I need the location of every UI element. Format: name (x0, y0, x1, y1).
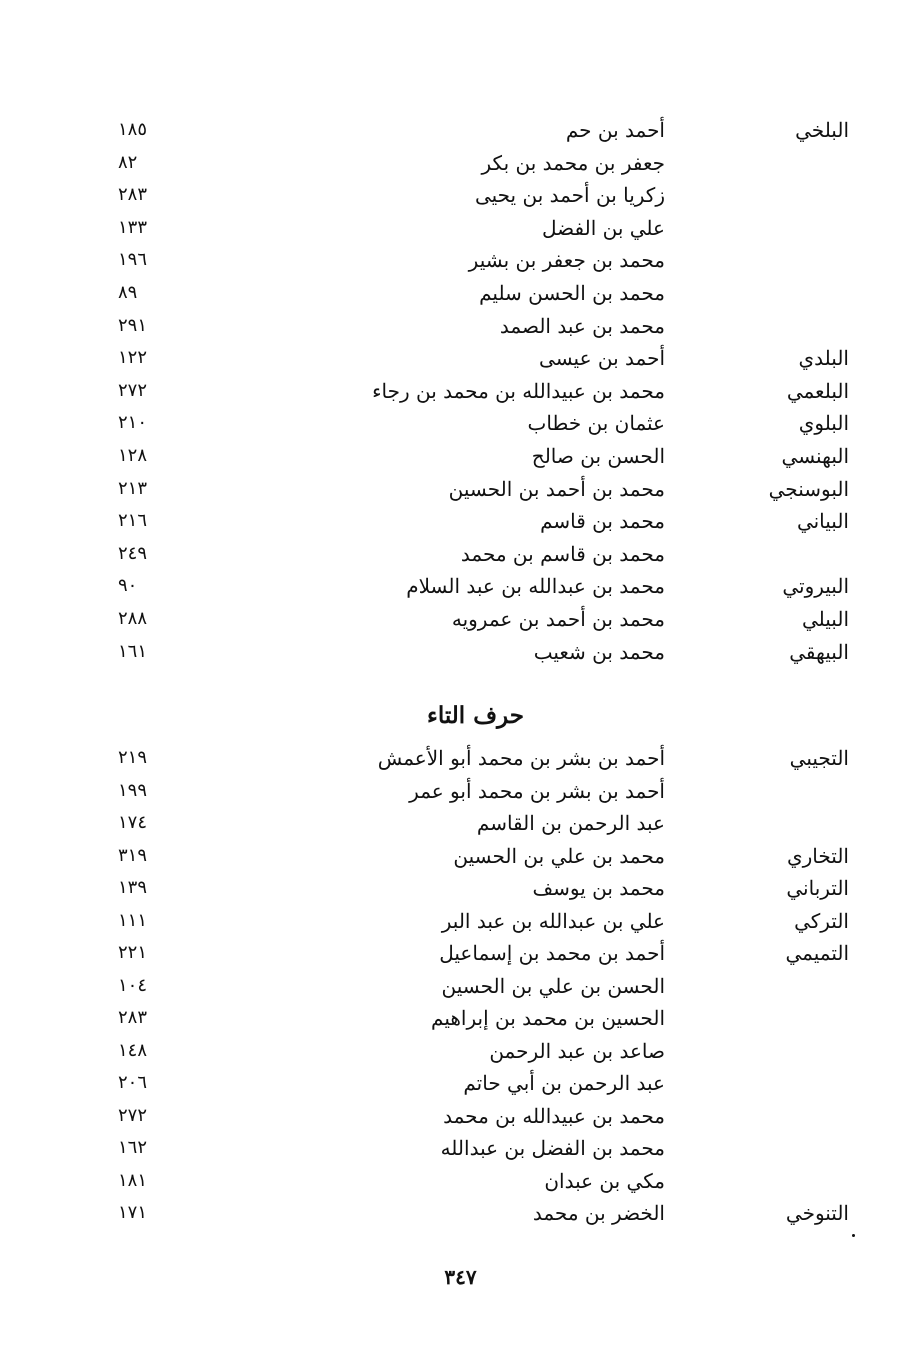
index-entry (0, 1100, 921, 1133)
index-entry (0, 179, 921, 212)
entry-name: أحمد بن محمد بن إسماعيل (439, 941, 665, 965)
index-entry (0, 1035, 921, 1068)
entry-page-number: ٣١٩ (118, 844, 148, 866)
index-section-ta (0, 742, 921, 1230)
entry-name: الخضر بن محمد (532, 1201, 665, 1225)
entry-page-number: ١٢٨ (118, 444, 148, 466)
entry-nisba: البيهقي (789, 639, 849, 664)
index-entry (0, 570, 921, 603)
entry-nisba: الترباني (786, 876, 849, 900)
entry-page-number: ١٩٦ (118, 249, 148, 271)
index-entry (0, 375, 921, 408)
entry-page-number: ١٠٤ (118, 974, 148, 996)
index-entry (0, 937, 921, 970)
entry-nisba: البياني (796, 509, 849, 534)
index-entry (0, 212, 921, 245)
entry-name: الحسن بن علي بن الحسين (441, 973, 665, 998)
entry-name: محمد بن الحسن سليم (479, 280, 665, 305)
index-entry (0, 505, 921, 538)
entry-page-number: ٢٠٦ (118, 1072, 148, 1093)
index-entry (0, 473, 921, 506)
entry-name: محمد بن أحمد بن عمرويه (451, 606, 665, 631)
entry-page-number: ١٣٩ (118, 877, 148, 898)
index-entry (0, 603, 921, 636)
entry-name: علي بن الفضل (542, 215, 665, 240)
entry-name: محمد بن يوسف (532, 876, 665, 900)
index-entry (0, 244, 921, 277)
entry-name: عبد الرحمن بن أبي حاتم (463, 1071, 665, 1095)
entry-name: أحمد بن بشر بن محمد أبو عمر (409, 778, 665, 803)
entry-name: عبد الرحمن بن القاسم (476, 811, 665, 835)
entry-page-number: ١٢٢ (118, 347, 148, 369)
entry-page-number: ١٧٤ (118, 812, 148, 833)
entry-page-number: ٩٠ (118, 575, 138, 597)
page-number: ٣٤٧ (444, 1265, 477, 1289)
index-entry (0, 807, 921, 840)
section-heading-text: حرف التاء (427, 702, 524, 729)
entry-name: صاعد بن عبد الرحمن (489, 1038, 665, 1063)
index-entry (0, 840, 921, 873)
index-entry (0, 1165, 921, 1198)
entry-page-number: ٨٢ (118, 151, 138, 173)
entry-name: محمد بن علي بن الحسين (453, 843, 665, 868)
entry-nisba: البوسنجي (768, 476, 849, 501)
entry-page-number: ٢١٣ (118, 477, 148, 499)
entry-page-number: ١٨٥ (118, 119, 148, 140)
entry-page-number: ١١١ (118, 909, 148, 931)
entry-nisba: البلوي (798, 411, 849, 436)
entry-name: عثمان بن خطاب (527, 411, 665, 436)
entry-name: محمد بن جعفر بن بشير (468, 248, 665, 273)
index-entry (0, 310, 921, 343)
entry-nisba: التميمي (785, 941, 849, 965)
entry-name: محمد بن قاسم (540, 509, 665, 534)
index-entry (0, 636, 921, 669)
entry-name: محمد بن عبيدالله بن محمد بن رجاء (372, 378, 665, 403)
stray-mark (852, 1234, 855, 1237)
entry-name: محمد بن شعيب (533, 639, 665, 664)
entry-page-number: ٢١٠ (118, 412, 148, 434)
entry-page-number: ٢١٩ (118, 747, 148, 768)
entry-name: أحمد بن بشر بن محمد أبو الأعمش (377, 746, 665, 770)
entry-page-number: ٢٧٢ (118, 379, 148, 401)
entry-name: أحمد بن عيسى (539, 346, 665, 371)
entry-page-number: ٢٧٢ (118, 1104, 148, 1126)
index-entry (0, 1132, 921, 1165)
entry-name: الحسن بن صالح (531, 443, 665, 468)
index-entry (0, 147, 921, 180)
entry-name: محمد بن الفضل بن عبدالله (440, 1136, 665, 1160)
entry-nisba: التركي (794, 908, 849, 933)
entry-name: الحسين بن محمد بن إبراهيم (431, 1006, 665, 1030)
index-section-ba (0, 114, 921, 668)
index-entry (0, 872, 921, 905)
index-entry (0, 538, 921, 571)
entry-page-number: ٢٤٩ (118, 542, 148, 564)
entry-nisba: البلعمي (786, 378, 849, 403)
entry-page-number: ٢١٦ (118, 510, 148, 532)
entry-name: علي بن عبدالله بن عبد البر (441, 908, 665, 933)
entry-page-number: ٢٨٣ (118, 184, 148, 206)
index-entry (0, 277, 921, 310)
entry-nisba: البلدي (798, 346, 849, 371)
section-heading (0, 696, 921, 736)
entry-page-number: ١٣٣ (118, 216, 148, 238)
entry-nisba: البيروتي (782, 574, 849, 599)
entry-name: محمد بن قاسم بن محمد (460, 541, 665, 566)
entry-name: زكريا بن أحمد بن يحيى (474, 183, 665, 208)
index-entry (0, 1197, 921, 1230)
entry-page-number: ١٨١ (118, 1169, 148, 1191)
index-entry (0, 1067, 921, 1100)
entry-nisba: التخاري (786, 843, 849, 868)
entry-nisba: البلخي (795, 118, 849, 142)
entry-nisba: التجيبي (789, 746, 849, 770)
index-entry (0, 114, 921, 147)
entry-name: محمد بن عبيدالله بن محمد (443, 1103, 665, 1128)
entry-page-number: ٢٩١ (118, 314, 148, 336)
index-entry (0, 407, 921, 440)
entry-page-number: ١٤٨ (118, 1039, 148, 1061)
index-entry (0, 440, 921, 473)
entry-name: محمد بن أحمد بن الحسين (448, 476, 665, 501)
entry-page-number: ١٧١ (118, 1202, 148, 1223)
entry-name: أحمد بن حم (565, 118, 665, 142)
entry-page-number: ١٩٩ (118, 779, 148, 801)
entry-page-number: ٢٨٨ (118, 607, 148, 629)
entry-page-number: ١٦٢ (118, 1137, 148, 1158)
index-entry (0, 970, 921, 1003)
index-entry (0, 775, 921, 808)
entry-page-number: ٨٩ (118, 281, 138, 303)
index-entry (0, 1002, 921, 1035)
entry-name: جعفر بن محمد بن بكر (481, 150, 665, 175)
entry-name: محمد بن عبدالله بن عبد السلام (406, 574, 665, 599)
entry-nisba: البهنسي (781, 443, 849, 468)
index-entry (0, 742, 921, 775)
entry-name: مكي بن عبدان (544, 1168, 665, 1193)
index-entry (0, 905, 921, 938)
entry-name: محمد بن عبد الصمد (499, 313, 665, 338)
entry-nisba: البيلي (801, 606, 849, 631)
entry-page-number: ٢٨٣ (118, 1007, 148, 1028)
entry-nisba: التنوخي (785, 1201, 849, 1225)
entry-page-number: ٢٢١ (118, 942, 148, 963)
entry-page-number: ١٦١ (118, 640, 148, 662)
index-entry (0, 342, 921, 375)
